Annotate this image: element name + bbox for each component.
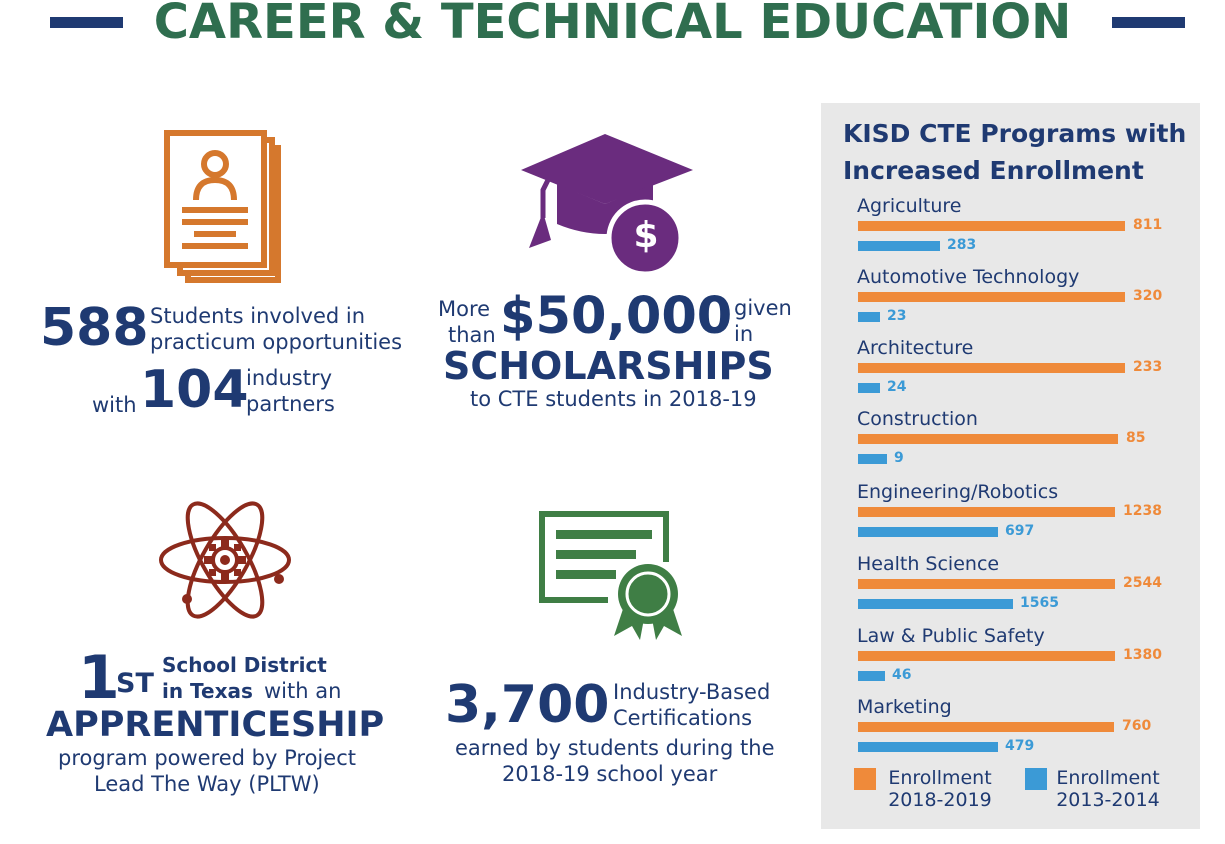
legend-swatch-2018 (854, 768, 876, 790)
value-2018-architecture: 233 (1133, 359, 1163, 375)
value-2013-agriculture: 283 (947, 237, 977, 253)
bar-2013-engineering-robotics (858, 527, 998, 537)
category-label-law-public-safety: Law & Public Safety (857, 625, 1045, 647)
apprentice-line-3: program powered by Project (58, 746, 356, 770)
certificate-award-icon (536, 508, 686, 643)
bar-2018-agriculture (858, 221, 1125, 231)
certifications-text-3: earned by students during the (455, 736, 775, 760)
rank-suffix: ST (116, 668, 154, 699)
certifications-number: 3,700 (445, 675, 610, 735)
certifications-text-2: Certifications (613, 706, 753, 730)
certifications-text-1: Industry-Based (613, 680, 771, 704)
value-2018-construction: 85 (1126, 430, 1146, 446)
category-label-construction: Construction (857, 408, 978, 430)
resume-document-icon (162, 128, 284, 284)
value-2018-marketing: 760 (1122, 718, 1152, 734)
bar-2018-engineering-robotics (858, 507, 1115, 517)
with-word: with (92, 393, 137, 417)
rank-number: 1 (78, 643, 120, 713)
category-label-agriculture: Agriculture (857, 195, 962, 217)
value-2013-law-public-safety: 46 (892, 667, 912, 683)
page-title: CAREER & TECHNICAL EDUCATION (153, 0, 1072, 50)
bar-2013-marketing (858, 742, 998, 752)
scholarships-subtext: to CTE students in 2018-19 (470, 387, 757, 411)
bar-2013-architecture (858, 383, 880, 393)
bar-2013-law-public-safety (858, 671, 885, 681)
legend-label-2013-line-2: 2013-2014 (1056, 789, 1160, 811)
scholarship-amount: $50,000 (500, 287, 733, 346)
apprentice-line-2-bold: in Texas (162, 679, 253, 703)
partners-number: 104 (140, 360, 249, 420)
bar-2013-agriculture (858, 241, 940, 251)
bar-2018-health-science (858, 579, 1115, 589)
value-2013-engineering-robotics: 697 (1005, 523, 1035, 539)
enrollment-chart-panel (821, 103, 1200, 829)
apprenticeship-headline: APPRENTICESHIP (46, 705, 385, 745)
legend-label-2018-line-1: Enrollment (888, 767, 992, 789)
more-text: More (438, 297, 491, 321)
bar-2018-automotive-technology (858, 292, 1125, 302)
students-text-1: Students involved in (150, 304, 366, 328)
chart-title: KISD CTE Programs with Increased Enrollment (843, 119, 1187, 185)
bar-2013-health-science (858, 599, 1013, 609)
bar-2018-law-public-safety (858, 651, 1115, 661)
bar-2018-architecture (858, 363, 1125, 373)
category-label-health-science: Health Science (857, 553, 1000, 575)
value-2018-engineering-robotics: 1238 (1123, 503, 1162, 519)
value-2018-automotive-technology: 320 (1133, 288, 1163, 304)
given-text: given (734, 296, 792, 320)
legend-swatch-2013 (1025, 768, 1047, 790)
category-label-architecture: Architecture (857, 337, 974, 359)
apprentice-line-1: School District (162, 653, 327, 677)
value-2018-agriculture: 811 (1133, 217, 1163, 233)
value-2013-health-science: 1565 (1020, 595, 1059, 611)
category-label-automotive-technology: Automotive Technology (857, 266, 1080, 288)
category-label-marketing: Marketing (857, 696, 952, 718)
value-2013-automotive-technology: 23 (887, 308, 907, 324)
category-label-engineering-robotics: Engineering/Robotics (857, 481, 1059, 503)
atom-gear-icon (155, 485, 295, 635)
apprentice-line-2-rest: with an (264, 679, 342, 703)
apprentice-line-4: Lead The Way (PLTW) (94, 772, 320, 796)
graduation-cap-dollar-icon (515, 132, 695, 277)
value-2013-construction: 9 (894, 450, 904, 466)
in-text: in (734, 322, 754, 346)
value-2018-law-public-safety: 1380 (1123, 647, 1162, 663)
bar-2013-construction (858, 454, 887, 464)
value-2013-marketing: 479 (1005, 738, 1035, 754)
legend-label-2018-line-2: 2018-2019 (888, 789, 992, 811)
partners-text-1: industry (246, 366, 333, 390)
students-number: 588 (40, 298, 149, 358)
certifications-text-4: 2018-19 school year (502, 762, 718, 786)
value-2013-architecture: 24 (887, 379, 907, 395)
bar-2013-automotive-technology (858, 312, 880, 322)
value-2018-health-science: 2544 (1123, 575, 1162, 591)
legend-label-2013-line-1: Enrollment (1056, 767, 1160, 789)
bar-2018-marketing (858, 722, 1114, 732)
partners-text-2: partners (246, 392, 335, 416)
students-text-2: practicum opportunities (150, 330, 403, 354)
dollar-symbol: $ (633, 215, 659, 256)
scholarships-headline: SCHOLARSHIPS (443, 344, 774, 388)
than-text: than (448, 323, 496, 347)
bar-2018-construction (858, 434, 1118, 444)
